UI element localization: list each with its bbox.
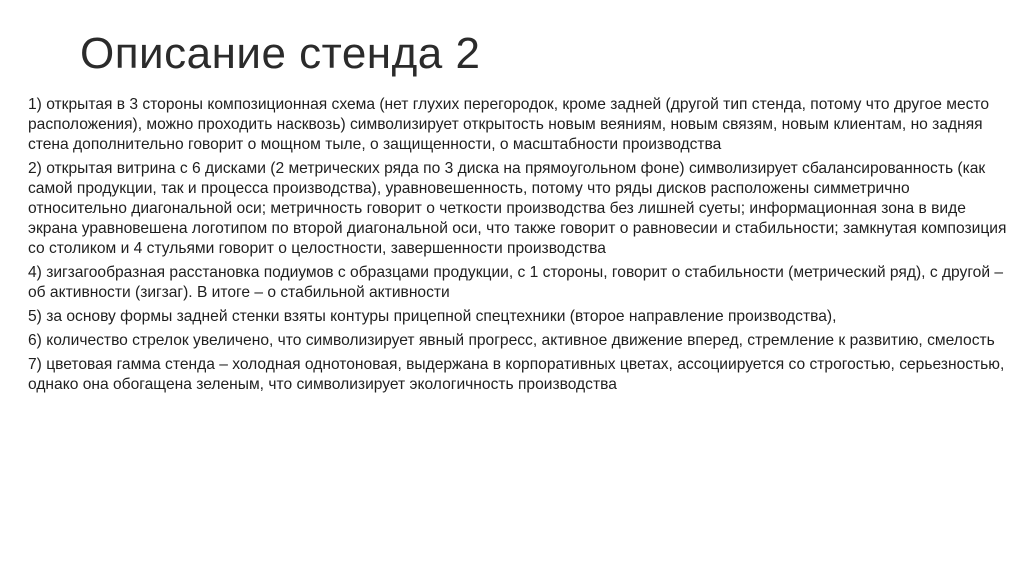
list-item: 4) зигзагообразная расстановка подиумов с образцами продукции, с 1 стороны, говорит о стабильности (метрический ряд), с другой – об активности (зигзаг). В итоге – о стабильной активности <box>28 264 1004 301</box>
list-item: 2) открытая витрина с 6 дисками (2 метрических ряда по 3 диска на прямоугольном фоне) символизирует сбалансированность (как самой продукции, так и процесса производства), уравновешенность, потому что ряды дисков расположены симметрично относительно диагональной оси; метричность говорит о четкости производства без лишней суеты; информационная зона в виде экрана уравновешена логотипом по второй диагональной оси, что также говорит о равновесии и стабильности; замкнутая композиция со столиком и 4 стульями говорит о целостности, завершенности производства <box>28 160 1007 257</box>
list-item: 5) за основу формы задней стенки взяты контуры прицепной спецтехники (второе направление производства), <box>28 308 837 325</box>
slide-body <box>28 95 1008 399</box>
list-item: 6) количество стрелок увеличено, что символизирует явный прогресс, активное движение вперед, стремление к развитию, смелость <box>28 332 995 349</box>
list-item: 1) открытая в 3 стороны композиционная схема (нет глухих перегородок, кроме задней (другой тип стенда, потому что другое место расположения), можно проходить насквозь) символизирует открытость новым веяниям, новым связям, новым клиентам, но задняя стена дополнительно говорит о мощном тыле, о защищенности, о масштабности производства <box>28 96 990 153</box>
list-item: 7) цветовая гамма стенда – холодная однотоновая, выдержана в корпоративных цветах, ассоциируется со строгостью, серьезностью, однако она обогащена зеленым, что символизирует экологичность производства <box>28 356 1005 393</box>
slide-title: Описание стенда 2 <box>80 29 481 78</box>
